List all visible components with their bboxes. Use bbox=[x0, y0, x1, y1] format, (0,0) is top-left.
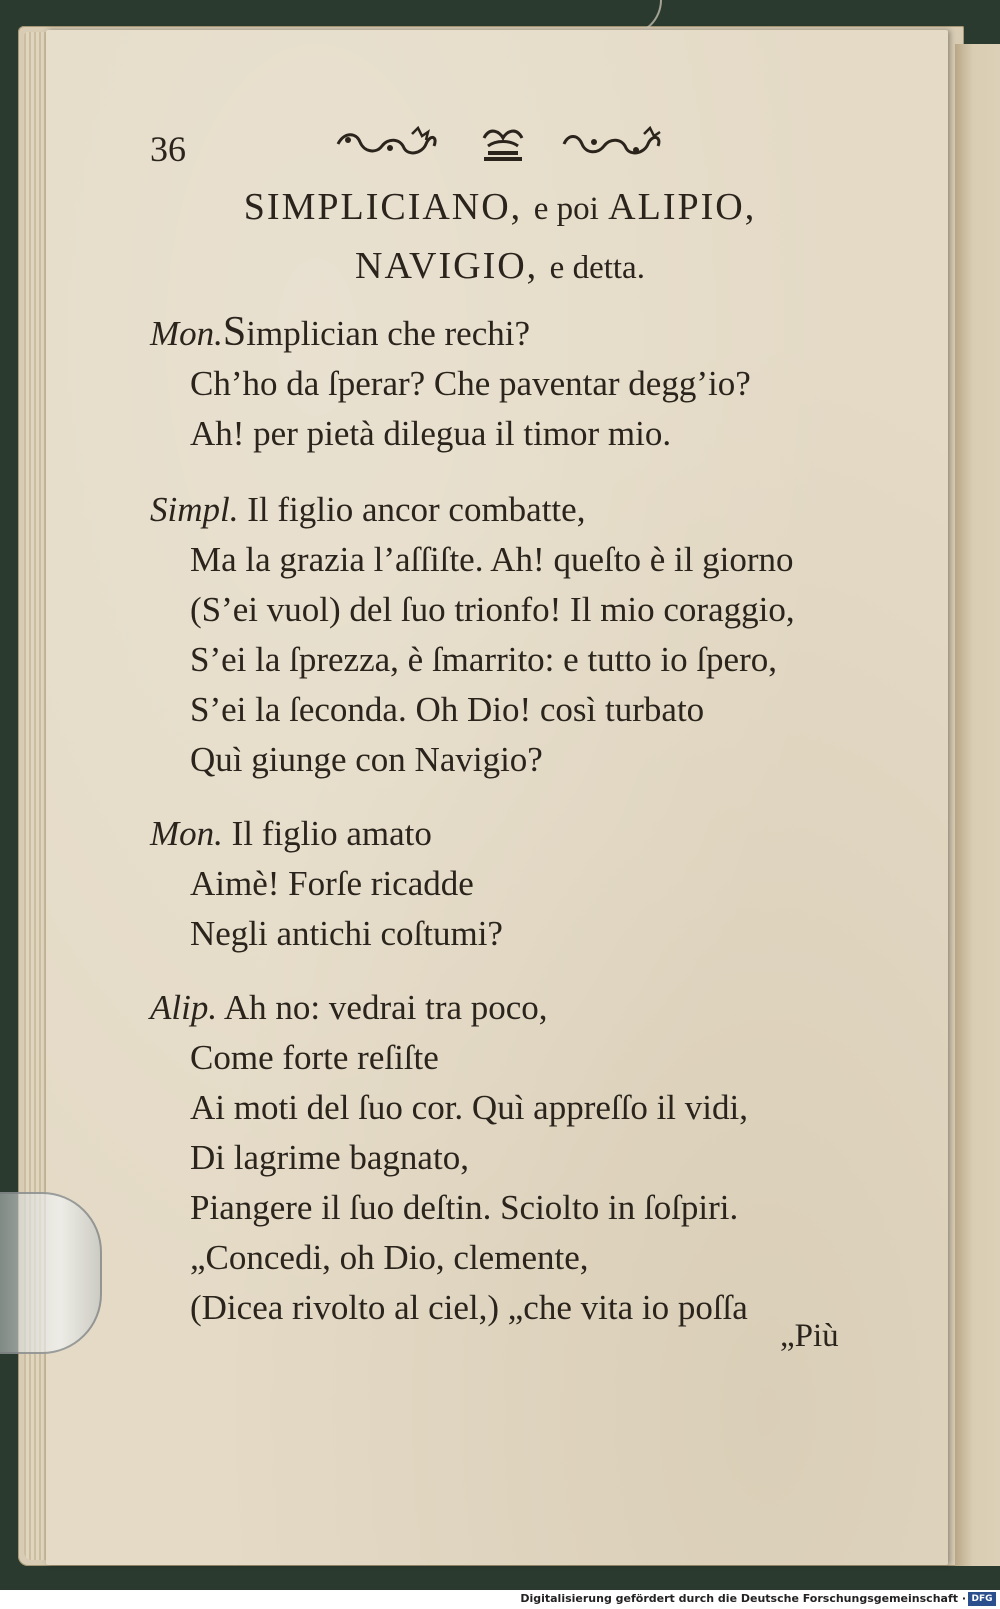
right-vignette-icon bbox=[558, 124, 668, 164]
verse-line: Ma la grazia l’aſſiſte. Ah! queſto è il giorno bbox=[190, 540, 794, 579]
verse-line: Ch’ho da ſperar? Che paventar degg’io? bbox=[190, 364, 751, 403]
scene-heading-line-2 bbox=[0, 244, 1000, 288]
verse-line bbox=[150, 490, 585, 530]
heading-name-simpliciano: SIMPLICIANO, bbox=[243, 186, 523, 228]
heading-connector: e poi bbox=[533, 191, 599, 227]
dfg-logo-icon: DFG bbox=[968, 1592, 996, 1606]
verse-line bbox=[150, 814, 432, 854]
footer-credit: Digitalisierung gefördert durch die Deutsche Forschungsgemeinschaft · bbox=[520, 1592, 966, 1605]
speaker-label: Mon. bbox=[150, 314, 223, 353]
verse-line: Come forte reſiſte bbox=[190, 1038, 439, 1077]
speaker-label: Mon. bbox=[150, 814, 223, 853]
verse-line: Quì giunge con Navigio? bbox=[190, 740, 543, 779]
verse-line: Ah! per pietà dilegua il timor mio. bbox=[190, 414, 672, 453]
scene-heading-line-1 bbox=[0, 185, 1000, 229]
verse-line: S’ei la ſprezza, è ſmarrito: e tutto io ſpero, bbox=[190, 640, 778, 679]
verse-line: Aimè! Forſe ricadde bbox=[190, 864, 474, 903]
verse-line: „Concedi, oh Dio, clemente, bbox=[190, 1238, 589, 1277]
verse-line: S’ei la ſeconda. Oh Dio! così turbato bbox=[190, 690, 705, 729]
heading-suffix: e detta. bbox=[549, 250, 645, 286]
verse-text: Ah no: vedrai tra poco, bbox=[223, 988, 548, 1027]
verse-line: (Dicea rivolto al ciel,) „che vita io poſſa bbox=[190, 1288, 748, 1327]
left-vignette-icon bbox=[330, 124, 440, 164]
verse-line: Negli antichi coſtumi? bbox=[190, 914, 503, 953]
verse-line bbox=[150, 308, 530, 356]
heading-name-alipio: ALIPIO, bbox=[608, 186, 757, 228]
verse-text: Il figlio amato bbox=[231, 814, 432, 853]
verse-line: Ai moti del ſuo cor. Quì appreſſo il vidi, bbox=[190, 1088, 748, 1127]
speaker-label: Alip. bbox=[150, 988, 218, 1027]
catchword: „Più bbox=[780, 1318, 839, 1354]
verse-text: implician che rechi? bbox=[246, 314, 531, 353]
page-number: 36 bbox=[150, 129, 186, 169]
verse-line: Di lagrime bagnato, bbox=[190, 1138, 469, 1177]
verse-line: (S’ei vuol) del ſuo trionfo! Il mio coraggio, bbox=[190, 590, 795, 629]
verse-text: Il figlio ancor combatte, bbox=[247, 490, 586, 529]
center-vignette-icon bbox=[478, 124, 528, 164]
speaker-label: Simpl. bbox=[150, 490, 239, 529]
verse-line bbox=[150, 988, 548, 1028]
verse-line: Piangere il ſuo deſtin. Sciolto in ſoſpiri. bbox=[190, 1188, 739, 1227]
drop-letter: S bbox=[222, 309, 247, 355]
heading-name-navigio: NAVIGIO, bbox=[355, 245, 539, 287]
plastic-page-clip bbox=[0, 1192, 102, 1354]
